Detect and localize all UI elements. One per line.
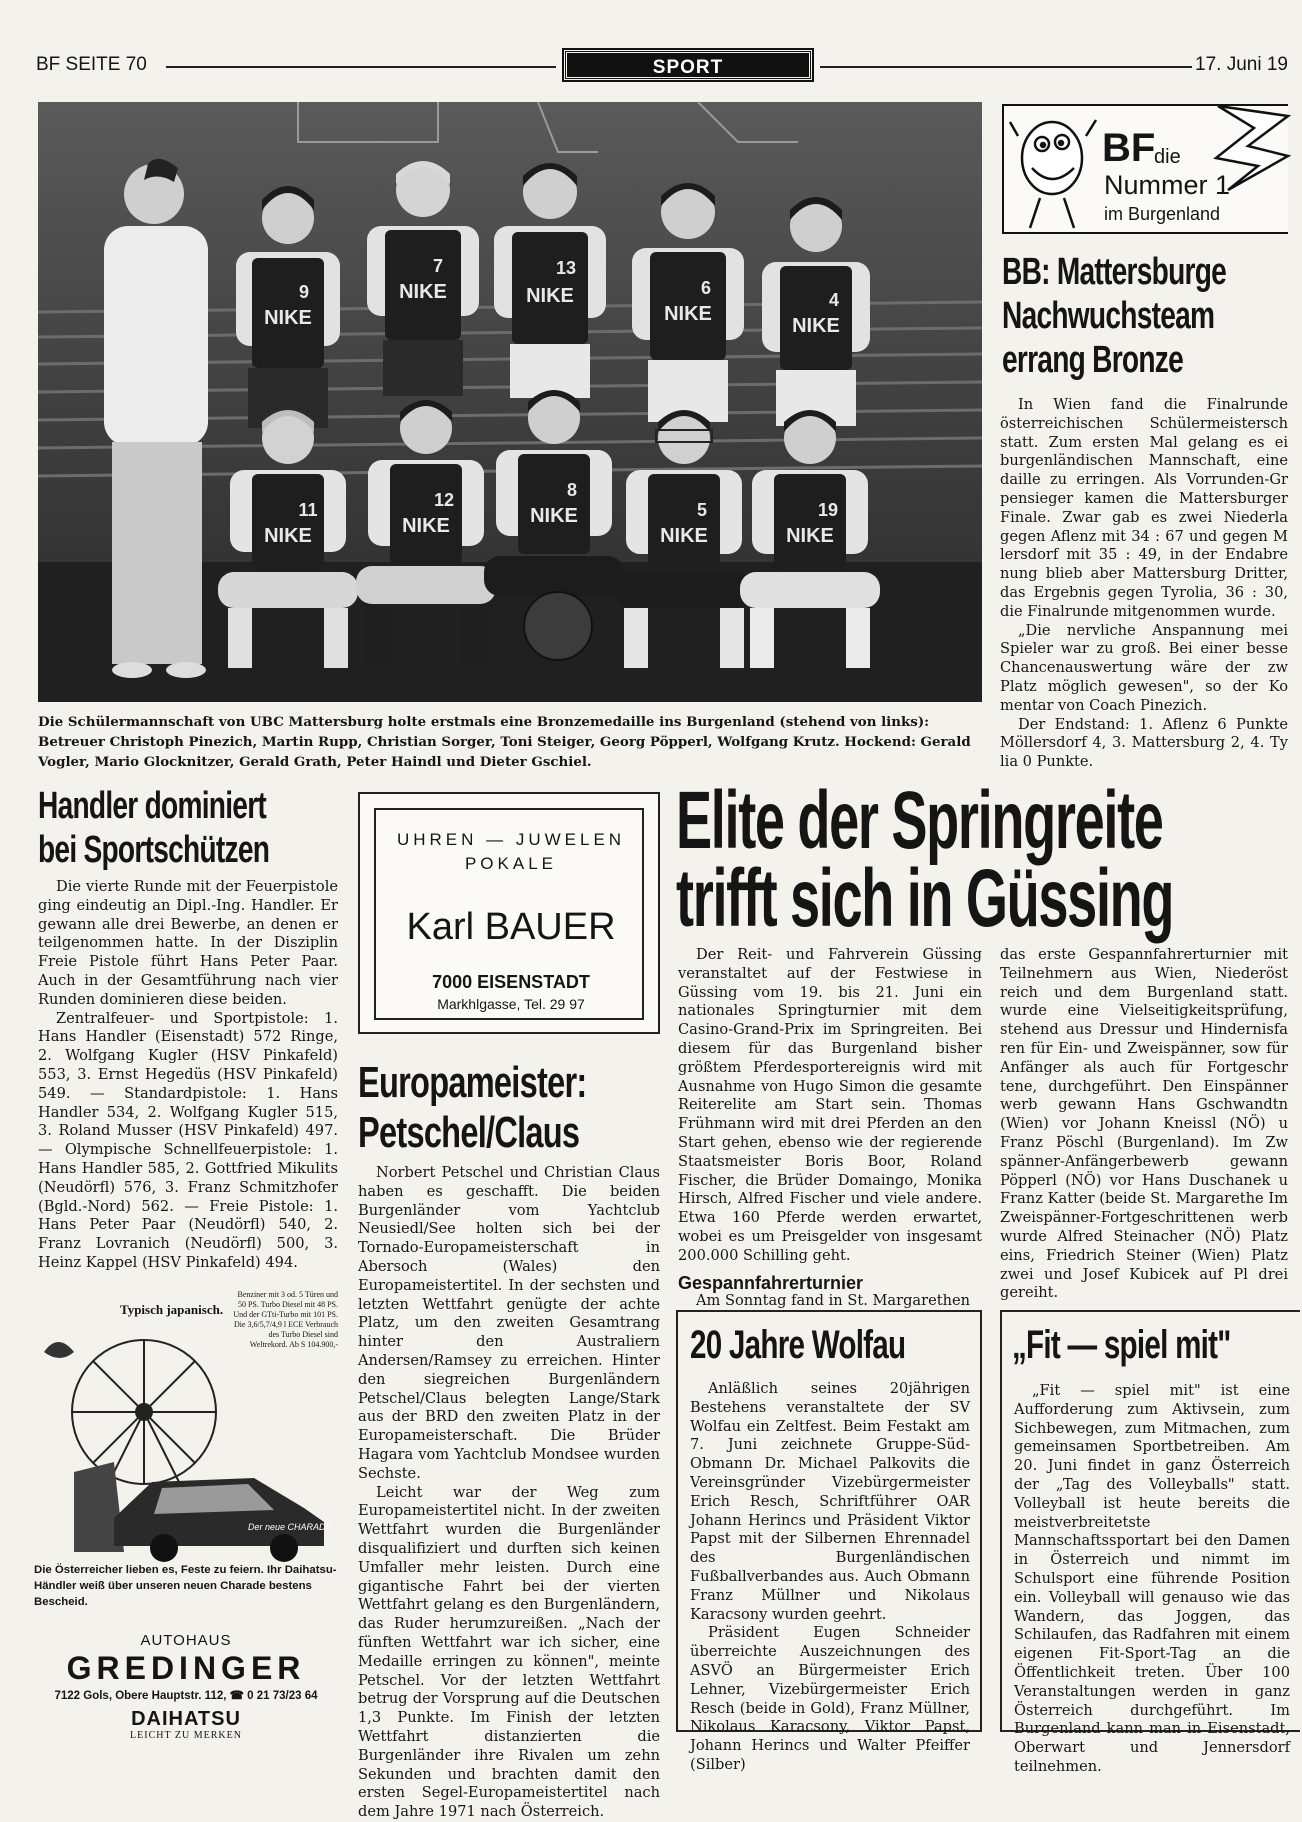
dealer-name: GREDINGER: [66, 1650, 306, 1686]
bf-nummer-1: Nummer 1: [1104, 170, 1231, 200]
jersey-label: NIKE: [660, 525, 708, 547]
ad-specs: Benziner mit 3 od. 5 Türen und 50 PS. Turbo Diesel mit 48 PS. Und der GTti-Turbo mit 101 PS. Die 3,6/5,7/4,9 l ECE Verbrauch des Turbo Diesel sind Weltrekord. Ab S 104.900,-: [233, 1290, 338, 1349]
subhead-gespannfahrer: Gespannfahrerturnier: [678, 1272, 864, 1293]
article-bb-body: [1000, 396, 1288, 772]
paragraph: In Wien fand die Finalrunde österreichischen Schülermeistersch statt. Zum ersten Mal gelang es ei burgenländischen Mannschaft, eine daille zu erringen. Als Vorrunden-Gr pensieger kamen die Mattersburger Finale. Zwar gab es zwei Niederla gegen Aflenz mit 34 : 67 und gegen M lersdorf mit 35 : 49, in der Endabre nung blieb aber Mattersburg Dritter, das Ergebnis gegen Tyrolia, 36 : 30, die Finalrunde mitgenommen wurde.: [1000, 396, 1288, 620]
article-europa-headline: [358, 1058, 587, 1158]
article-elite-headline-wrap: [676, 775, 1296, 944]
jersey-number: 7: [432, 256, 444, 276]
jersey-number: 13: [555, 258, 577, 278]
jersey-label: NIKE: [786, 525, 834, 547]
ad-karl-bauer: [358, 792, 660, 1034]
headline-line: Nachwuchsteam: [1002, 295, 1215, 337]
jersey-number: 4: [828, 290, 840, 310]
headline-line: Europameister:: [358, 1058, 587, 1107]
headline-line: bei Sportschützen: [38, 829, 270, 871]
headline-line: Petschel/Claus: [358, 1108, 580, 1157]
ad-address: Markhlgasse, Tel. 29 97: [437, 996, 585, 1012]
jersey-number: 6: [700, 278, 712, 298]
jersey-label: NIKE: [402, 515, 450, 537]
article-wolfau-headline: 20 Jahre Wolfau: [690, 1323, 906, 1367]
paragraph: „Die nervliche Anspannung mei Spieler war zu groß. Bei einer besse Chancenauswertung wäre der zw Platz möglich gewesen", so der Ko mentar von Coach Pinezich.: [1000, 621, 1288, 714]
headline-line: Handler dominiert: [38, 785, 267, 827]
jersey-number: 11: [298, 500, 318, 520]
article-handler: [38, 784, 338, 872]
ad-body-text: Die Österreicher lieben es, Feste zu feiern. Ihr Daihatsu-Händler weiß über unseren neuen Charade bestens Bescheid.: [34, 1564, 337, 1608]
ad-name: Karl BAUER: [406, 906, 616, 948]
jersey-label: NIKE: [792, 315, 840, 337]
headline-line: trifft sich in Güssing: [676, 853, 1174, 944]
paragraph: Anläßlich seines 20jährigen Bestehens veranstaltete der SV Wolfau ein Zeltfest. Beim Festakt am 7. Juni zeichnete Gruppe-Süd-Obmann Dr. Michael Palkovits die Vereinsgründer Vizebürgermeister Erich Resch, Schriftführer OAR Johann Herincs und Präsident Viktor Papst mit der Silbernen Ehrennadel des Burgenländischen Fußballverbandes aus. Auch Obmann Franz Müllner und Nikolaus Karacsony wurden geehrt.: [690, 1380, 970, 1623]
bf-promo-box: [1002, 104, 1288, 234]
jersey-label: NIKE: [530, 505, 578, 527]
ad-line2: POKALE: [464, 854, 558, 873]
ad-slogan: Typisch japanisch.: [120, 1302, 224, 1317]
article-elite-col1: [678, 946, 982, 1311]
bf-die: die: [1154, 146, 1181, 168]
dealer-label: AUTOHAUS: [140, 1632, 232, 1649]
headline-line: errang Bronze: [1002, 339, 1184, 381]
headline-line: Elite der Springreite: [676, 775, 1163, 866]
article-handler-headline: [38, 784, 270, 872]
article-wolfau-body: [690, 1380, 970, 1775]
coach-figure: [104, 159, 208, 678]
box-wolfau: [676, 1310, 982, 1773]
mascot-icon: [1004, 106, 1100, 232]
article-fit-body: [1014, 1382, 1290, 1777]
article-bb: [1002, 250, 1302, 382]
paragraph: Norbert Petschel und Christian Claus haben es geschafft. Die beiden Burgenländer vom Yachtclub Neusiedl/See holten sich bei der Tornado-Europameisterschaft in Abersoch (Wales) den Europameistertitel. In der sechsten und letzten Wettfahrt genügte der achte Platz, um den zweiten Gesamtrang hinter den Australiern Andersen/Ramsey zu erreichen. Hinter den siegreichen Burgenländern Petschel/Claus belegten Lange/Stark aus der BRD den zweiten Platz in der Europameisterschaft. Die Brüder Hagara vom Yachtclub Mondsee wurden Sechste.: [358, 1164, 660, 1482]
jersey-number: 12: [433, 490, 455, 510]
ad-city: 7000 EISENSTADT: [432, 972, 590, 992]
article-fit-headline: „Fit — spiel mit": [1012, 1323, 1231, 1367]
paragraph: das erste Gespannfahrerturnier mit Teilnehmern aus Wien, Niederöst reich und dem Burgenland statt. wurde eine Vielseitigkeitsprüfung, stehend aus Dressur und Hindernisfa ren für Ein- und Zweispänner, sow für Anfänger als auch für Fortgeschr tene, durchgeführt. Den Einspänner werb gewann Hans Gschwandtn (Wien) vor Johann Kneissl (NÖ) u Franz Pöschl (Burgenland). Im Zw spänner-Anfängerbewerb gewann Pöpperl (NÖ) vor Hans Duschanek u Franz Katter (beide St. Margarethe Im Zweispänner-Fortgeschrittenen werb wurde Alfred Steinacher (NÖ) Platz eins, Friedrich Steiner (Wien) Platz zwei und Josef Kubicek auf Pl drei gereiht.: [1000, 946, 1288, 1302]
box-fit: [1000, 1310, 1300, 1775]
article-europa: [358, 1058, 658, 1158]
paragraph: Die vierte Runde mit der Feuerpistole ging eindeutig an Dipl.-Ing. Handler. Er gewann alle drei Bewerbe, an denen er teilgenommen hatte. In der Disziplin Freie Pistole führt Hans Peter Paar. Auch in der Gesamtführung nach vier Runden dominieren diese beiden.: [38, 878, 338, 1008]
jersey-label: NIKE: [526, 285, 574, 307]
section-label: SPORT: [564, 50, 812, 80]
jersey-number: 19: [817, 500, 839, 520]
article-bb-headline: [1002, 250, 1227, 382]
ad-daihatsu: [34, 1290, 338, 1740]
header-rule-left: [166, 66, 556, 68]
paragraph: Der Reit- und Fahrverein Güssing veranstaltet auf der Festwiese in Güssing vom 19. bis 21. Juni ein nationales Springturnier mit dem Casino-Grand-Prix im Springreiten. Bei diesem für das Burgenland bisher größtem Pferdesportereignis wird mit Ausnahme von Hugo Simon die gesamte Reiterelite am Start sein. Thomas Frühmann wird mit drei Pferden an den Start gehen, ebenso wie der regierende Staatsmeister Boris Boor, Roland Fischer, die Brüder Domaingo, Monika Hirsch, Alfred Fischer und viele andere. Etwa 160 Pferde werden erwartet, wobei es um Preisgelder von insgesamt 200.000 Schilling geht.: [678, 946, 982, 1264]
car-illustration: [34, 1322, 338, 1562]
jersey-label: NIKE: [264, 307, 312, 329]
jersey-label: NIKE: [264, 525, 312, 547]
issue-date: 17. Juni 19: [1195, 54, 1288, 75]
team-photo: [38, 102, 982, 702]
jersey-label: NIKE: [664, 303, 712, 325]
paragraph: Leicht war der Weg zum Europameistertitel nicht. In der zweiten Wettfahrt wurden die Burgenländer disqualifiziert und durften sich keinen Umfaller mehr leisten. Durch eine gigantische Fahrt bei der vierten Wettfahrt gelang es den Burgenländern, das Ruder herumzureißen. „Nach der fünften Wettfahrt war ich sicher, eine Medaille erringen zu können", meinte Petschel. Vor der letzten Wettfahrt betrug der Vorsprung auf die Deutschen 1,3 Punkte. Im Finish der letzten Wettfahrt distanzierten die Burgenländer ihre Rivalen um zehn Sekunden und brachten damit den ersten Segel-Europameistertitel nach dem Jahre 1971 nach Österreich.: [358, 1483, 660, 1821]
ad-line1: UHREN — JUWELEN: [396, 830, 626, 849]
jersey-label: NIKE: [399, 281, 447, 303]
page-header: [36, 50, 1288, 82]
paragraph: Der Endstand: 1. Aflenz 6 Punkte Möllersdorf 4, 3. Mattersburg 2, 4. Ty lia 0 Punkte.: [1000, 715, 1288, 771]
jersey-number: 8: [566, 480, 578, 500]
article-elite-col2: [1000, 946, 1288, 1302]
bf-wordmark: BF: [1102, 126, 1156, 170]
paragraph: Am Sonntag fand in St. Margarethen: [696, 1292, 971, 1310]
paragraph: Zentralfeuer- und Sportpistole: 1. Hans Handler (Eisenstadt) 572 Ringe, 2. Wolfgang Kugler (HSV Pinkafeld) 553, 3. Ernst Hegedüs (HSV Pinkafeld) 549. — Standardpistole: 1. Hans Handler 534, 2. Wolfgang Kugler 515, 3. Roland Musser (HSV Pinkafeld) 497. — Olympische Schnellfeuerpistole: 1. Hans Handler 585, 2. Gottfried Mikulits (Neudörfl) 576, 3. Franz Schmitzhofer (Bgld.-Nord) 562. — Freie Pistole: 1. Hans Peter Paar (Neudörfl) 540, 2. Franz Lovranich (Neudörfl) 500, 3. Heinz Kappel (HSV Pinkafeld) 494.: [38, 1009, 338, 1271]
header-rule-right: [820, 66, 1192, 68]
brand-logo: DAIHATSU: [131, 1708, 241, 1730]
paragraph: Präsident Eugen Schneider überreichte Auszeichnungen des ASVÖ an Bürgermeister Erich Lehner, Vizebürgermeister Erich Resch (beide in Gold), Franz Müllner, Nikolaus Karacsony, Viktor Papst, Johann Herincs und Walter Pfeiffer (Silber): [690, 1624, 970, 1773]
photo-caption: Die Schülermannschaft von UBC Mattersburg holte erstmals eine Bronzemedaille ins Burgenland (stehend von links): Betreuer Christoph Pinezich, Martin Rupp, Christian Sorger, Toni Steiger, Georg Pöpperl, Wolfgang Krutz. Hockend: Gerald Vogler, Mario Glocknitzer, Gerald Grath, Peter Haindl und Dieter Gschiel.: [38, 714, 971, 770]
bf-region: im Burgenland: [1104, 204, 1221, 224]
jersey-number: 9: [298, 282, 310, 302]
article-elite-headline: [676, 775, 1174, 944]
article-handler-body: [38, 878, 338, 1273]
article-europa-body: [358, 1164, 660, 1822]
team-photo-image: [38, 102, 982, 702]
jersey-number: 5: [696, 500, 708, 520]
dealer-address: 7122 Gols, Obere Hauptstr. 112, ☎ 0 21 73/23 64: [54, 1690, 318, 1702]
brand-slogan: LEICHT ZU MERKEN: [130, 1730, 242, 1741]
page-number: BF SEITE 70: [36, 54, 147, 75]
car-label: Der neue CHARADE: [248, 1522, 332, 1532]
headline-line: BB: Mattersburge: [1002, 251, 1227, 293]
paragraph: „Fit — spiel mit" ist eine Aufforderung zum Aktivsein, zum Sichbewegen, zum Mitmachen, zum gemeinsamen Sportbetreiben. Am 20. Juni findet in ganz Österreich der „Tag des Volleyballs" statt. Volleyball ist heute bereits die meistverbreitetste Mannschaftssportart bei den Damen in Österreich und nimmt im Schulsport eine führende Position ein. Volleyball will genauso wie das Wandern, das Joggen, das Schilaufen, das Radfahren mit einem eigenen Fit-Sport-Tag an die Öffentlichkeit treten. Über 100 Veranstaltungen werden in ganz Österreich durchgeführt. Im Burgenland kann man in Eisenstadt, Oberwart und Jennersdorf teilnehmen.: [1014, 1382, 1290, 1775]
